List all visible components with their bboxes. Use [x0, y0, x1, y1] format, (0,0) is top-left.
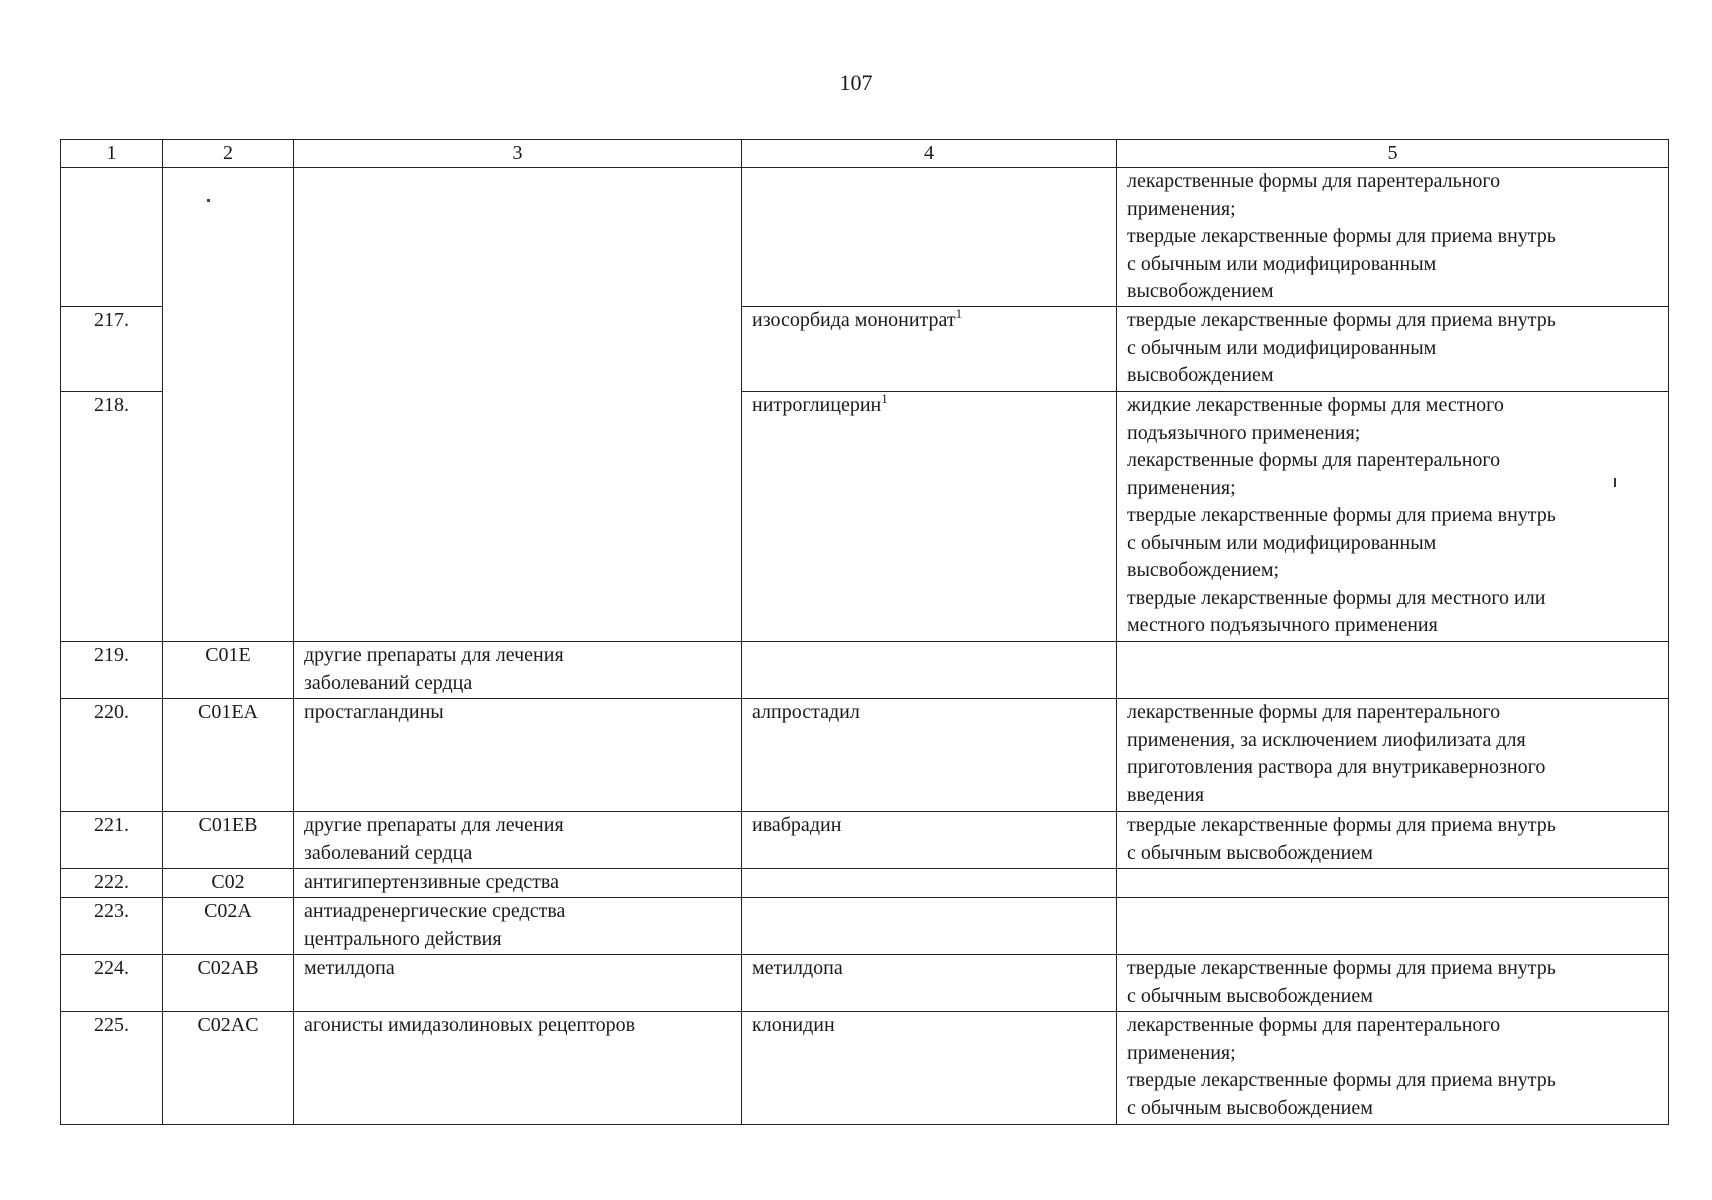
group-line: антигипертензивные средства	[304, 871, 559, 893]
cell-drug: метилдопа	[742, 955, 1117, 1012]
form-line: твердые лекарственные формы для приема внутрь	[1127, 814, 1556, 836]
group-line: агонисты имидазолиновых рецепторов	[304, 1014, 636, 1036]
header-col-5: 5	[1117, 140, 1669, 168]
form-line: с обычным высвобождением	[1127, 984, 1373, 1007]
table-row	[61, 812, 1669, 869]
cell-drug	[742, 168, 1117, 307]
footnote-mark: 1	[881, 391, 888, 406]
form-line: применения;	[1127, 476, 1236, 499]
form-line: высвобождением	[1127, 280, 1274, 302]
cell-drug: клонидин	[742, 1012, 1117, 1125]
form-line: лекарственные формы для парентерального	[1127, 701, 1501, 723]
cell-forms	[1117, 699, 1669, 812]
form-line: применения, за исключением лиофилизата для	[1127, 728, 1526, 751]
scan-speck	[207, 199, 210, 202]
cell-drug	[742, 898, 1117, 955]
form-line: применения;	[1127, 197, 1236, 220]
cell-forms	[1117, 307, 1669, 392]
form-line: твердые лекарственные формы для приема внутрь	[1127, 1069, 1556, 1091]
cell-forms	[1117, 869, 1669, 898]
table-header-row	[61, 140, 1669, 168]
group-line: центрального действия	[304, 927, 502, 950]
cell-code	[163, 168, 294, 642]
cell-code: C02AB	[163, 955, 294, 1012]
group-line: заболеваний сердца	[304, 841, 473, 864]
table-row-continuation	[61, 168, 1669, 307]
cell-forms	[1117, 898, 1669, 955]
form-line: подъязычного применения;	[1127, 421, 1361, 444]
header-col-2: 2	[163, 140, 294, 168]
cell-num	[61, 168, 163, 307]
cell-group	[294, 812, 742, 869]
form-line: лекарственные формы для парентерального	[1127, 449, 1501, 471]
drug-name: изосорбида мононитрат	[752, 309, 956, 331]
page-number: 107	[839, 70, 873, 95]
form-line: с обычным или модифицированным	[1127, 336, 1437, 359]
cell-drug	[742, 392, 1117, 642]
cell-group	[294, 168, 742, 642]
footnote-mark: 1	[955, 306, 963, 321]
cell-num: 225.	[61, 1012, 163, 1125]
cell-num: 223.	[61, 898, 163, 955]
table-row	[61, 869, 1669, 898]
form-line: твердые лекарственные формы для приема внутрь	[1127, 957, 1556, 979]
header-col-1: 1	[61, 140, 163, 168]
cell-group	[294, 869, 742, 898]
cell-code: C02	[163, 869, 294, 898]
form-line: введения	[1127, 783, 1205, 806]
group-line: простагландины	[304, 701, 444, 723]
cell-forms	[1117, 392, 1669, 642]
header-col-3: 3	[294, 140, 742, 168]
cell-drug: алпростадил	[742, 699, 1117, 812]
cell-num: 221.	[61, 812, 163, 869]
cell-code: C01E	[163, 642, 294, 699]
form-line: высвобождением;	[1127, 559, 1280, 581]
table-row	[61, 898, 1669, 955]
cell-forms	[1117, 1012, 1669, 1125]
group-line: другие препараты для лечения	[304, 644, 564, 666]
table-row	[61, 955, 1669, 1012]
cell-num: 220.	[61, 699, 163, 812]
form-line: с обычным или модифицированным	[1127, 531, 1437, 554]
form-line: местного подъязычного применения	[1127, 614, 1438, 636]
cell-group	[294, 898, 742, 955]
form-line: с обычным или модифицированным	[1127, 252, 1437, 275]
drug-name: нитроглицерин	[752, 394, 882, 416]
form-line: лекарственные формы для парентерального	[1127, 1014, 1501, 1036]
cell-forms	[1117, 955, 1669, 1012]
cell-code: C01EA	[163, 699, 294, 812]
cell-group	[294, 1012, 742, 1125]
cell-num: 217.	[61, 307, 163, 392]
cell-drug	[742, 869, 1117, 898]
group-line: другие препараты для лечения	[304, 814, 564, 836]
cell-forms	[1117, 812, 1669, 869]
header-col-4: 4	[742, 140, 1117, 168]
form-line: твердые лекарственные формы для местного или	[1127, 586, 1546, 609]
form-line: с обычным высвобождением	[1127, 1096, 1373, 1119]
group-line: антиадренергические средства	[304, 900, 566, 922]
form-line: с обычным высвобождением	[1127, 841, 1373, 864]
cell-num: 224.	[61, 955, 163, 1012]
cell-num: 219.	[61, 642, 163, 699]
cell-group	[294, 699, 742, 812]
form-line: лекарственные формы для парентерального	[1127, 170, 1501, 192]
form-line: приготовления раствора для внутрикавернозного	[1127, 756, 1546, 778]
cell-num: 222.	[61, 869, 163, 898]
cell-code: C02AC	[163, 1012, 294, 1125]
cell-drug	[742, 642, 1117, 699]
cell-forms	[1117, 642, 1669, 699]
form-line: твердые лекарственные формы для приема внутрь	[1127, 309, 1556, 331]
cell-code: C01EB	[163, 812, 294, 869]
cell-drug: ивабрадин	[742, 812, 1117, 869]
table-row	[61, 642, 1669, 699]
drug-list-table	[60, 139, 1669, 1125]
form-line: твердые лекарственные формы для приема внутрь	[1127, 504, 1556, 526]
form-line: твердые лекарственные формы для приема внутрь	[1127, 225, 1556, 247]
cell-forms	[1117, 168, 1669, 307]
group-line: метилдопа	[304, 957, 395, 979]
cell-code: C02A	[163, 898, 294, 955]
group-line: заболеваний сердца	[304, 671, 473, 694]
table-row	[61, 1012, 1669, 1125]
cell-drug	[742, 307, 1117, 392]
cell-group	[294, 955, 742, 1012]
cell-group	[294, 642, 742, 699]
table-row	[61, 699, 1669, 812]
form-line: применения;	[1127, 1041, 1236, 1064]
form-line: жидкие лекарственные формы для местного	[1127, 394, 1504, 416]
form-line: высвобождением	[1127, 364, 1274, 386]
scan-tick-mark	[1614, 478, 1616, 487]
cell-num: 218.	[61, 392, 163, 642]
